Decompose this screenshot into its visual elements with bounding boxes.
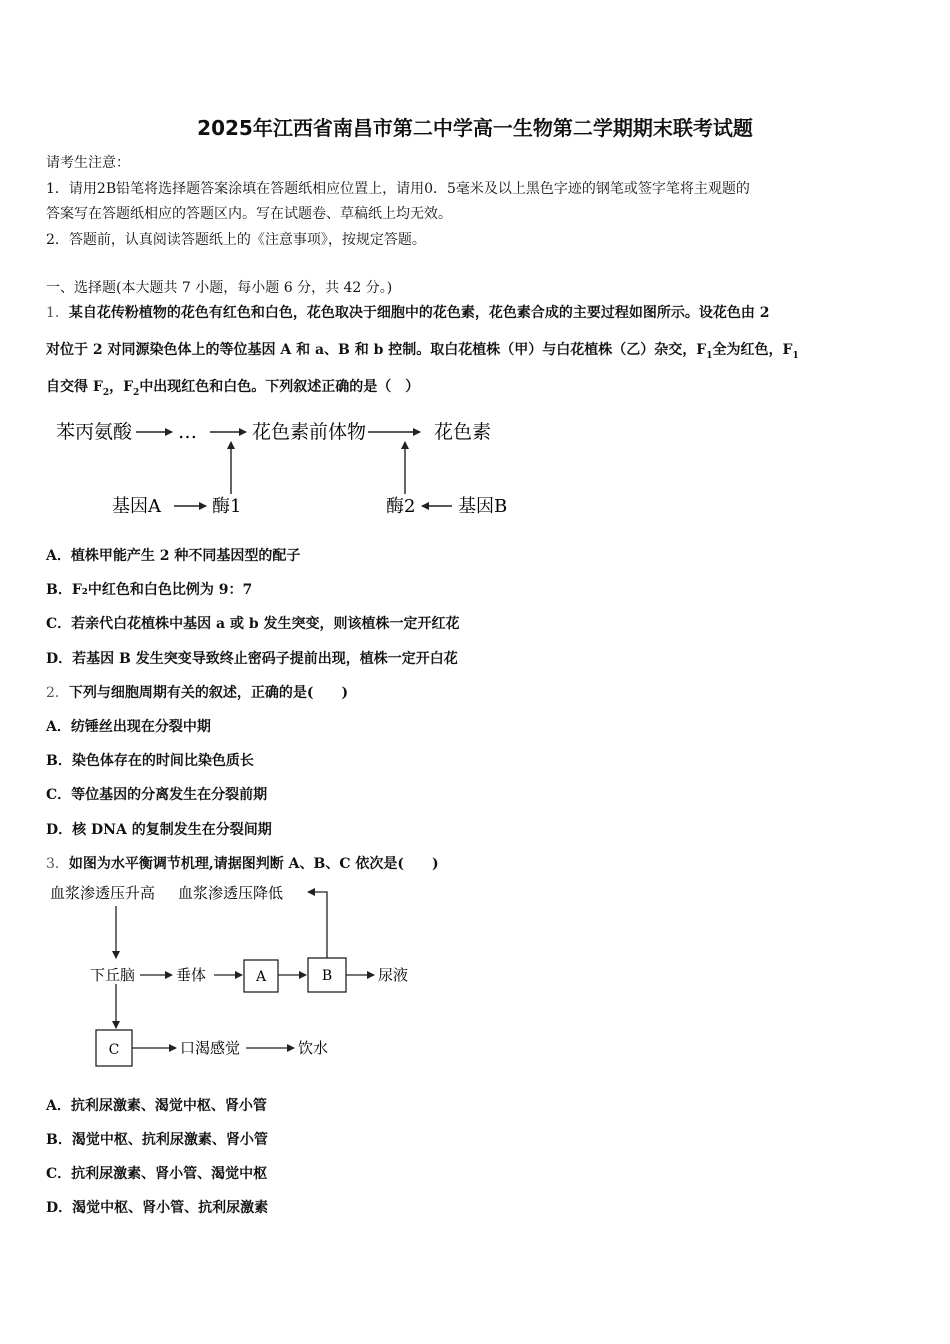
question-text: 中出现红色和白色。下列叙述正确的是（ ） bbox=[139, 379, 420, 395]
notice-heading: 请考生注意： bbox=[46, 155, 130, 171]
option-3d[interactable]: D．渴觉中枢、肾小管、抗利尿激素 bbox=[46, 1200, 269, 1216]
diagram-label-drink: 饮水 bbox=[298, 1039, 329, 1057]
page-title: 2025年江西省南昌市第二中学高一生物第二学期期末联考试题 bbox=[197, 116, 753, 140]
question-number: 1． bbox=[46, 305, 69, 321]
box-c-label: C bbox=[108, 1042, 120, 1058]
option-2a[interactable]: A．纺锤丝出现在分裂中期 bbox=[46, 719, 211, 735]
diagram-label-osmotic-high: 血浆渗透压升高 bbox=[50, 884, 156, 902]
diagram-label-urine: 尿液 bbox=[378, 966, 409, 984]
pigment-synthesis-diagram bbox=[50, 412, 530, 527]
feedback-arrow bbox=[308, 892, 327, 958]
diagram-dots: … bbox=[178, 421, 199, 443]
section-heading: 一、选择题(本大题共 7 小题，每小题 6 分，共 42 分。) bbox=[46, 280, 393, 296]
question-1-stem-line-3 bbox=[46, 376, 419, 398]
diagram-label-precursor: 花色素前体物 bbox=[252, 421, 367, 443]
diagram-label-enzyme-1: 酶1 bbox=[212, 496, 242, 517]
option-2c[interactable]: C．等位基因的分离发生在分裂前期 bbox=[46, 787, 268, 803]
diagram-label-gene-b: 基因B bbox=[458, 496, 508, 517]
diagram-label-thirst: 口渴感觉 bbox=[180, 1039, 241, 1057]
question-1-stem-line-1 bbox=[46, 302, 770, 322]
question-text: 下列与细胞周期有关的叙述，正确的是( ) bbox=[68, 685, 349, 701]
subscript: 2 bbox=[102, 387, 110, 398]
option-1b[interactable]: B．F₂中红色和白色比例为 9：7 bbox=[46, 582, 253, 598]
question-text: 对位于 2 对同源染色体上的等位基因 A 和 a、B 和 b 控制。取白花植株（甲）与白花植株（乙）杂交，F bbox=[46, 342, 707, 358]
option-2d[interactable]: D．核 DNA 的复制发生在分裂间期 bbox=[46, 822, 272, 838]
question-3-stem bbox=[46, 853, 439, 873]
diagram-label-gene-a: 基因A bbox=[112, 496, 161, 517]
option-2b[interactable]: B．染色体存在的时间比染色质长 bbox=[46, 753, 254, 769]
option-1a[interactable]: A．植株甲能产生 2 种不同基因型的配子 bbox=[46, 548, 301, 564]
option-3a[interactable]: A．抗利尿激素、渴觉中枢、肾小管 bbox=[46, 1098, 267, 1114]
question-text: 如图为水平衡调节机理,请据图判断 A、B、C 依次是( ) bbox=[68, 856, 439, 872]
water-balance-diagram bbox=[46, 878, 426, 1073]
notice-item-1-cont: 答案写在答题纸相应的答题区内。写在试题卷、草稿纸上均无效。 bbox=[46, 206, 452, 222]
option-1d[interactable]: D．若基因 B 发生突变导致终止密码子提前出现，植株一定开白花 bbox=[46, 651, 458, 667]
question-2-stem bbox=[46, 682, 348, 702]
question-text: 某自花传粉植物的花色有红色和白色，花色取决于细胞中的花色素，花色素合成的主要过程如图所示。设花色由 2 bbox=[68, 305, 770, 321]
question-text: 自交得 F bbox=[46, 379, 103, 395]
question-number: 2． bbox=[46, 685, 69, 701]
option-1c[interactable]: C．若亲代白花植株中基因 a 或 b 发生突变，则该植株一定开红花 bbox=[46, 616, 460, 632]
notice-item-1: 1．请用2B铅笔将选择题答案涂填在答题纸相应位置上，请用0．5毫米及以上黑色字迹的钢笔或签字笔将主观题的 bbox=[46, 181, 750, 197]
diagram-label-osmotic-low: 血浆渗透压降低 bbox=[178, 884, 284, 902]
box-b-label: B bbox=[321, 968, 333, 984]
question-1-stem-line-2 bbox=[46, 339, 799, 361]
question-number: 3． bbox=[46, 856, 69, 872]
diagram-label-enzyme-2: 酶2 bbox=[386, 496, 416, 517]
question-text: 全为红色，F bbox=[712, 342, 793, 358]
box-a-label: A bbox=[255, 969, 267, 985]
diagram-label-start: 苯丙氨酸 bbox=[56, 421, 133, 443]
subscript: 1 bbox=[792, 350, 799, 361]
diagram-label-product: 花色素 bbox=[434, 421, 492, 443]
diagram-label-pituitary: 垂体 bbox=[176, 966, 207, 984]
option-3c[interactable]: C．抗利尿激素、肾小管、渴觉中枢 bbox=[46, 1166, 268, 1182]
subscript: 2 bbox=[133, 387, 140, 398]
subscript: 1 bbox=[706, 350, 713, 361]
diagram-label-hypothalamus: 下丘脑 bbox=[90, 966, 136, 984]
notice-item-2: 2．答题前，认真阅读答题纸上的《注意事项》，按规定答题。 bbox=[46, 232, 426, 248]
question-text: ，F bbox=[109, 379, 134, 395]
option-3b[interactable]: B．渴觉中枢、抗利尿激素、肾小管 bbox=[46, 1132, 268, 1148]
